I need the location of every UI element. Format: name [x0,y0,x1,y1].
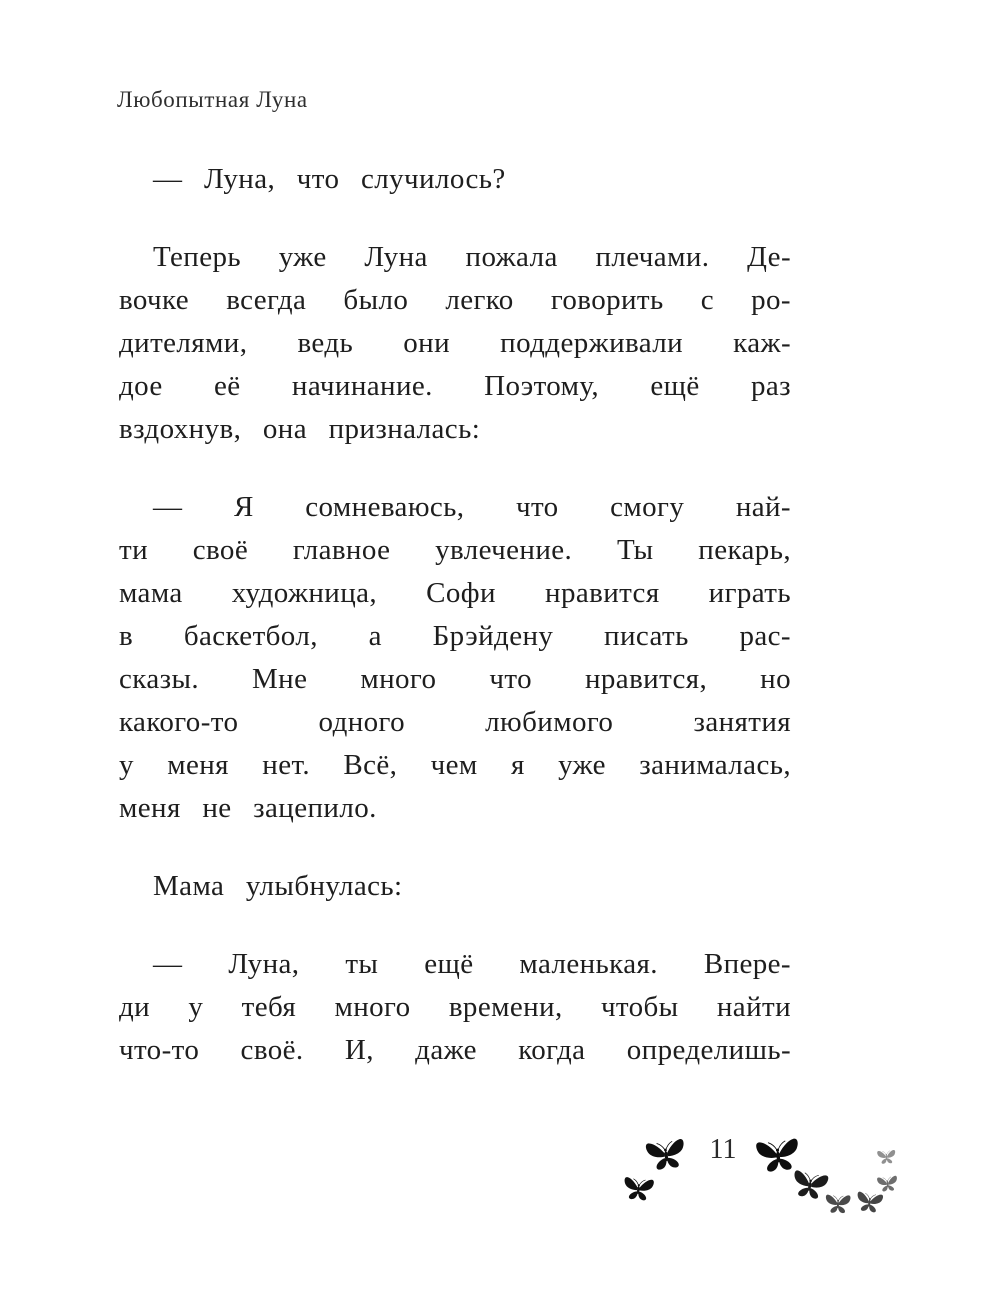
running-header: Любопытная Луна [117,87,308,112]
text-line: у меня нет. Всё, чем я уже занималась, [119,749,791,781]
text-line: Теперь уже Луна пожала плечами. Де- [153,241,791,273]
butterfly-icon [876,1174,899,1193]
text-line: — Я сомневаюсь, что смогу най- [153,491,791,523]
paragraph [119,236,791,451]
paragraph [119,486,791,830]
paragraph [119,865,791,908]
butterfly-icon [754,1135,801,1175]
butterfly-icon [644,1135,688,1172]
text-line: — Луна, ты ещё маленькая. Впере- [153,948,791,980]
text-line: вздохнув, она призналась: [119,413,481,445]
text-line: ти своё главное увлечение. Ты пекарь, [119,534,791,566]
text-line: что-то своё. И, даже когда определишь- [119,1034,791,1066]
text-line: какого-то одного любимого занятия [119,706,791,738]
text-line: меня не зацепило. [119,792,377,824]
text-line: в баскетбол, а Брэйдену писать рас- [119,620,791,652]
butterfly-icon [790,1167,830,1202]
page-number: 11 [709,1134,737,1165]
paragraph [119,943,791,1072]
butterfly-icon [825,1192,852,1214]
text-line: сказы. Мне много что нравится, но [119,663,791,695]
butterfly-icon [854,1189,884,1214]
butterfly-icon [621,1174,654,1202]
text-line: Мама улыбнулась: [153,870,403,902]
text-line: ди у тебя много времени, чтобы найти [119,991,791,1023]
text-column [119,158,791,1072]
paragraph [119,158,791,201]
text-line: дое её начинание. Поэтому, ещё раз [119,370,791,402]
text-line: мама художница, Софи нравится играть [119,577,791,609]
butterfly-icon [876,1149,896,1165]
text-line: дителями, ведь они поддерживали каж- [119,327,791,359]
text-line: — Луна, что случилось? [153,163,506,195]
text-line: вочке всегда было легко говорить с ро- [119,284,791,316]
